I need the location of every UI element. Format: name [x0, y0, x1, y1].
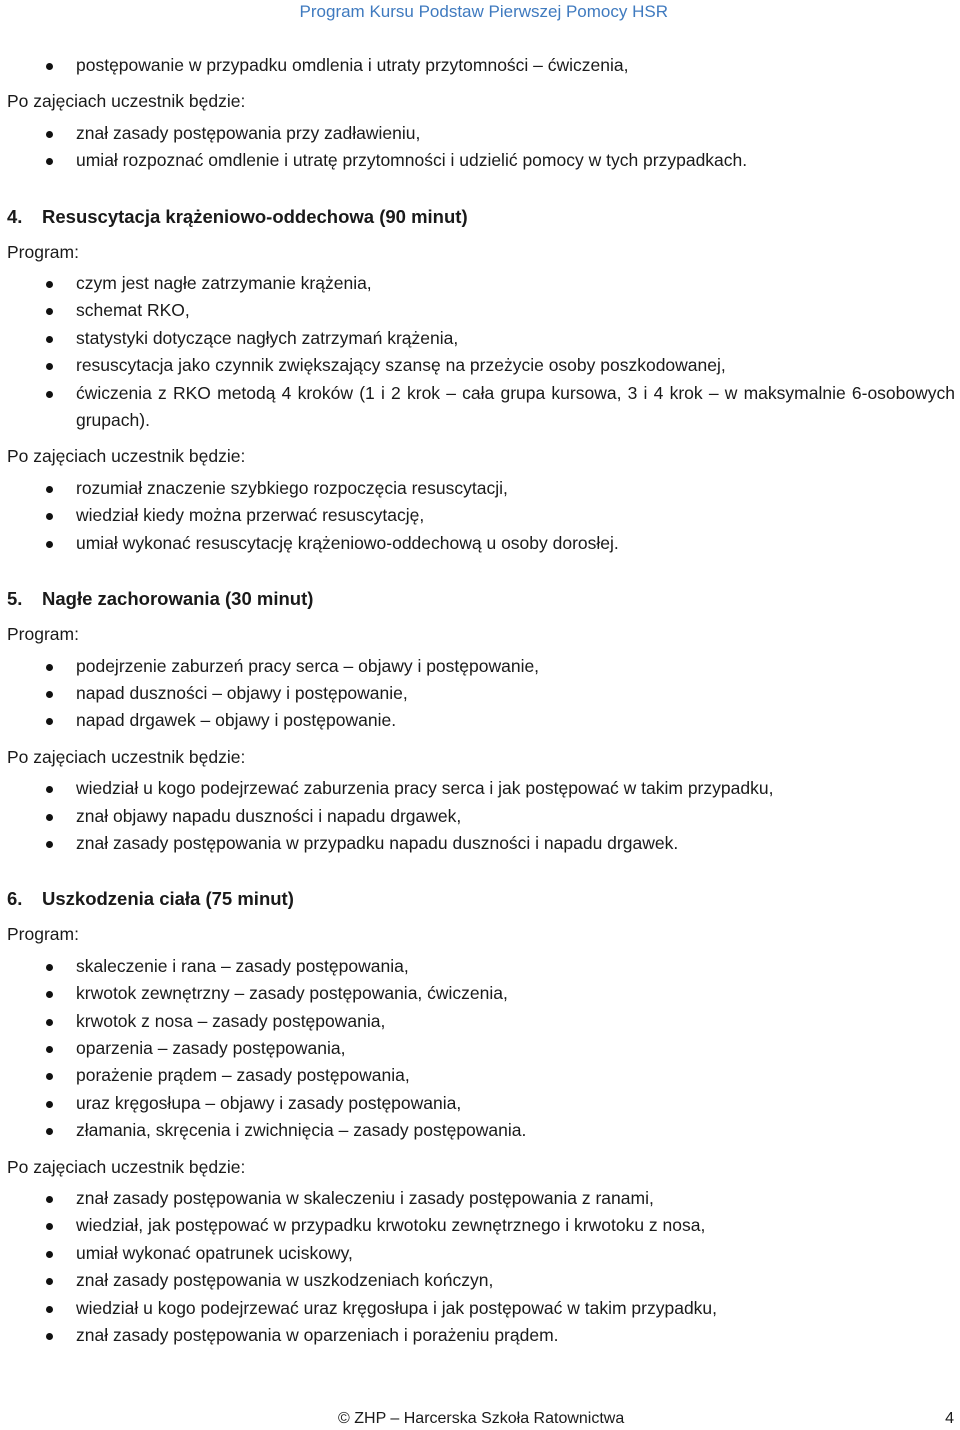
section-number: 4.: [7, 205, 23, 227]
list-item: postępowanie w przypadku omdlenia i utraty przytomności – ćwiczenia,: [7, 52, 955, 79]
program-label: Program:: [7, 241, 79, 262]
list-item: schemat RKO,: [7, 297, 955, 324]
section-title: Nagłe zachorowania (30 minut): [42, 588, 314, 610]
list-item: umiał wykonać resuscytację krążeniowo-oddechową u osoby dorosłej.: [7, 530, 955, 557]
list-item: uraz kręgosłupa – objawy i zasady postępowania,: [7, 1090, 955, 1117]
program-label: Program:: [7, 624, 79, 645]
list-item: statystyki dotyczące nagłych zatrzymań krążenia,: [7, 325, 955, 352]
section-heading: [7, 585, 955, 612]
page-header: Program Kursu Podstaw Pierwszej Pomocy HSR: [299, 2, 668, 21]
list-item: wiedział u kogo podejrzewać zaburzenia pracy serca i jak postępować w takim przypadku,: [7, 775, 955, 802]
program-label: Program:: [7, 924, 79, 945]
list-item: czym jest nagłe zatrzymanie krążenia,: [7, 270, 955, 297]
list-item: podejrzenie zaburzeń pracy serca – objawy i postępowanie,: [7, 653, 955, 680]
list-item: znał zasady postępowania w skaleczeniu i zasady postępowania z ranami,: [7, 1185, 955, 1212]
page-footer: [338, 1408, 960, 1430]
section-title: Resuscytacja krążeniowo-oddechowa (90 minut): [42, 205, 468, 227]
program-list: [7, 270, 955, 434]
list-item: resuscytacja jako czynnik zwiększający szansę na przeżycie osoby poszkodowanej,: [7, 352, 955, 379]
list-item: znał zasady postępowania w oparzeniach i porażeniu prądem.: [7, 1322, 955, 1349]
outcome-list: [7, 475, 955, 557]
outcome-list: [7, 1185, 955, 1349]
document-body: [7, 52, 955, 1349]
list-item: złamania, skręcenia i zwichnięcia – zasady postępowania.: [7, 1117, 955, 1144]
outcome-label: Po zajęciach uczestnik będzie:: [7, 446, 246, 467]
section-heading: [7, 203, 955, 230]
outcome-label: Po zajęciach uczestnik będzie:: [7, 746, 246, 767]
program-list: [7, 953, 955, 1145]
list-item: znał zasady postępowania w przypadku napadu duszności i napadu drgawek.: [7, 830, 955, 857]
list-item: znał zasady postępowania w uszkodzeniach kończyn,: [7, 1267, 955, 1294]
list-item: znał objawy napadu duszności i napadu drgawek,: [7, 803, 955, 830]
outcome-list: [7, 775, 955, 857]
list-item: napad drgawek – objawy i postępowanie.: [7, 707, 955, 734]
list-item: umiał wykonać opatrunek uciskowy,: [7, 1240, 955, 1267]
intro-outcome-list: [7, 120, 955, 175]
list-item: porażenie prądem – zasady postępowania,: [7, 1062, 955, 1089]
list-item: skaleczenie i rana – zasady postępowania,: [7, 953, 955, 980]
program-list: [7, 653, 955, 735]
list-item: wiedział kiedy można przerwać resuscytację,: [7, 502, 955, 529]
list-item: znał zasady postępowania przy zadławieniu,: [7, 120, 955, 147]
section-number: 5.: [7, 588, 23, 610]
list-item: krwotok z nosa – zasady postępowania,: [7, 1008, 955, 1035]
section-title: Uszkodzenia ciała (75 minut): [42, 888, 294, 910]
list-item: napad duszności – objawy i postępowanie,: [7, 680, 955, 707]
list-item: umiał rozpoznać omdlenie i utratę przytomności i udzielić pomocy w tych przypadkach.: [7, 147, 955, 174]
list-item: rozumiał znaczenie szybkiego rozpoczęcia resuscytacji,: [7, 475, 955, 502]
list-item: wiedział, jak postępować w przypadku krwotoku zewnętrznego i krwotoku z nosa,: [7, 1212, 955, 1239]
outcome-label: Po zajęciach uczestnik będzie:: [7, 1156, 246, 1177]
section-heading: [7, 885, 955, 912]
page-number: 4: [945, 1410, 954, 1427]
list-item: oparzenia – zasady postępowania,: [7, 1035, 955, 1062]
outcome-label: Po zajęciach uczestnik będzie:: [7, 91, 246, 112]
intro-list: [7, 52, 955, 79]
footer-copyright: © ZHP – Harcerska Szkoła Ratownictwa: [338, 1410, 625, 1427]
list-item: krwotok zewnętrzny – zasady postępowania, ćwiczenia,: [7, 980, 955, 1007]
list-item: wiedział u kogo podejrzewać uraz kręgosłupa i jak postępować w takim przypadku,: [7, 1295, 955, 1322]
section-number: 6.: [7, 888, 23, 910]
list-item: ćwiczenia z RKO metodą 4 kroków (1 i 2 krok – cała grupa kursowa, 3 i 4 krok – w maksymalnie 6-osobowych grupach).: [7, 380, 955, 435]
